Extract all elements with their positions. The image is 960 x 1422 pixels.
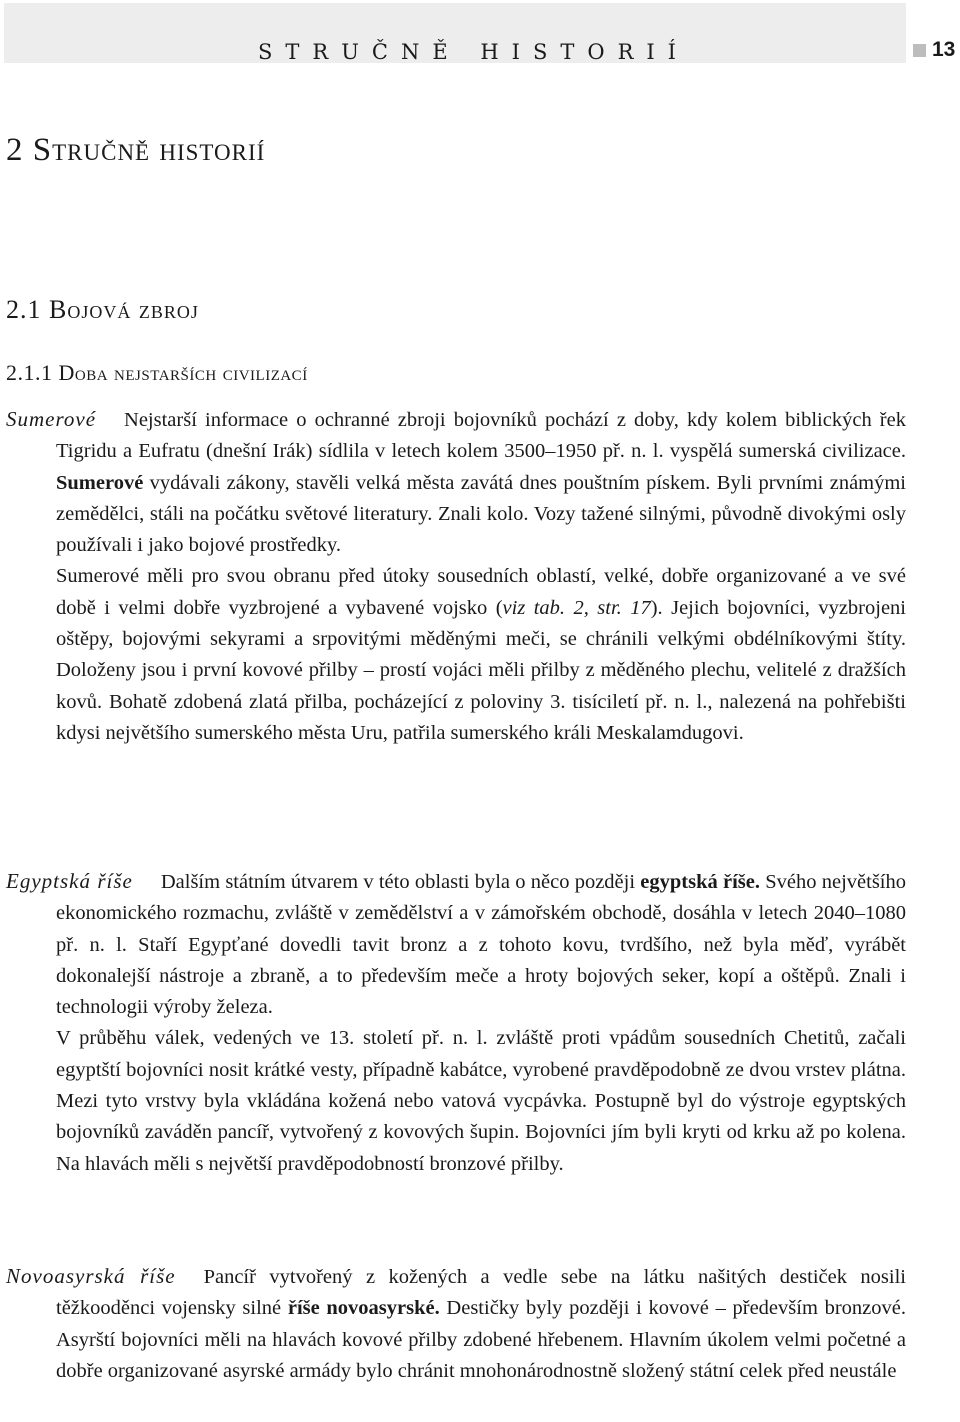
bold-term: egyptská říše. — [640, 871, 760, 893]
header-square-icon — [913, 44, 926, 57]
paragraph — [6, 404, 906, 561]
text-run: Pancíř vytvořený z kožených a vedle sebe na látku našitých destiček nosili těžkooděnci vojensky silné — [56, 1266, 906, 1320]
paragraph — [6, 866, 907, 1023]
running-header-title: STRUČNĚ HISTORIÍ — [258, 40, 689, 64]
chapter-heading: 2 Stručně historií — [6, 132, 266, 168]
margin-label-sumer: Sumerové — [6, 407, 97, 431]
cross-reference: viz tab. 2, str. 17 — [502, 596, 651, 619]
bold-term: říše novoasyrské. — [287, 1297, 440, 1320]
text-run: Dalším státním útvarem v této oblasti byla o něco později — [160, 871, 641, 893]
paragraph — [56, 561, 906, 749]
text-run: Svého největšího ekonomického rozmachu, zvláště v zemědělství a v zámořském obchodě, dosáhla v letech 2040–1080 př. n. l. Staří Egypťané dovedli tavit bronz a z tohoto kovu, tvrdšího, než byla měď, vyrábět dokonalejší nástroje a zbraně, a to především meče a hroty bojových seker, kopí a oštěpů. Znali i technologii výroby železa. — [56, 871, 907, 1019]
section-sumer — [6, 404, 906, 749]
paragraph: V průběhu válek, vedených ve 13. století př. n. l. zvláště proti vpádům sousedních Chetitů, začali egyptští bojovníci nosit krátké vesty, případně kabátce, vyrobené pravděpodobně ze dvou vrstev plátna. Mezi tyto vrstvy byla vkládána kožená nebo vatová vycpávka. Postupně byl do výstroje egyptských bojovníků zaváděn pancíř, vytvořený z kovových šupin. Bojovníci jím byli kryti od krku až po kolena. Na hlavách měli s největší pravděpodobností bronzové přilby. — [56, 1027, 906, 1175]
subsection-heading: 2.1.1 Doba nejstarších civilizací — [6, 360, 308, 385]
margin-label-egypt: Egyptská říše — [6, 869, 133, 893]
text-run: ). Jejich bojovníci, vyzbrojeni oštěpy, bojovými sekyrami a srpovitými měděnými meči, se chránili velkými obdélníkovými štíty. Doloženy jsou i první kovové přilby – prostí vojáci měli přilby z měděného plechu, velitelé z dražších kovů. Bohatě zdobená zlatá přilba, pocházející z poloviny 3. tisíciletí př. n. l., nalezená na pohřebišti kdysi největšího sumerského města Uru, patřila sumerského králi Meskalamdugovi. — [56, 596, 906, 744]
text-run: Nejstarší informace o ochranné zbroji bojovníků pochází z doby, kdy kolem biblických řek Tigridu a Eufratu (dnešní Irák) sídlila v letech kolem 3500–1950 př. n. l. vyspělá sumerská civilizace. — [56, 409, 906, 463]
paragraph — [6, 1261, 906, 1387]
margin-label-assyria: Novoasyrská říše — [6, 1264, 176, 1288]
bold-term: Sumerové — [56, 471, 144, 494]
section-heading: 2.1 Bojová zbroj — [6, 295, 199, 324]
page-number: 13 — [932, 38, 956, 61]
text-run: Sumerové měli pro svou obranu před útoky sousedních oblastí, velké, dobře organizované a ve své době i velmi dobře vyzbrojené a vybavené vojsko ( — [56, 565, 906, 619]
text-run: vydávali zákony, stavěli velká města zavátá dnes pouštním pískem. Byli prvními známými zemědělci, stáli na počátku světové literatury. Znali kolo. Vozy tažené silnými, původně divokými osly používali i jako bojové prostředky. — [56, 471, 906, 557]
section-assyria — [6, 1261, 906, 1387]
text-run: Destičky byly později i kovové – především bronzové. Asyrští bojovníci měli na hlavách kovové přilby zdobené hřebenem. Hlavním úkolem velmi početné a dobře organizované asyrské armády bylo chránit mnohonárodnostně složený státní celek před neustále — [56, 1297, 906, 1382]
section-egypt — [6, 866, 906, 1180]
